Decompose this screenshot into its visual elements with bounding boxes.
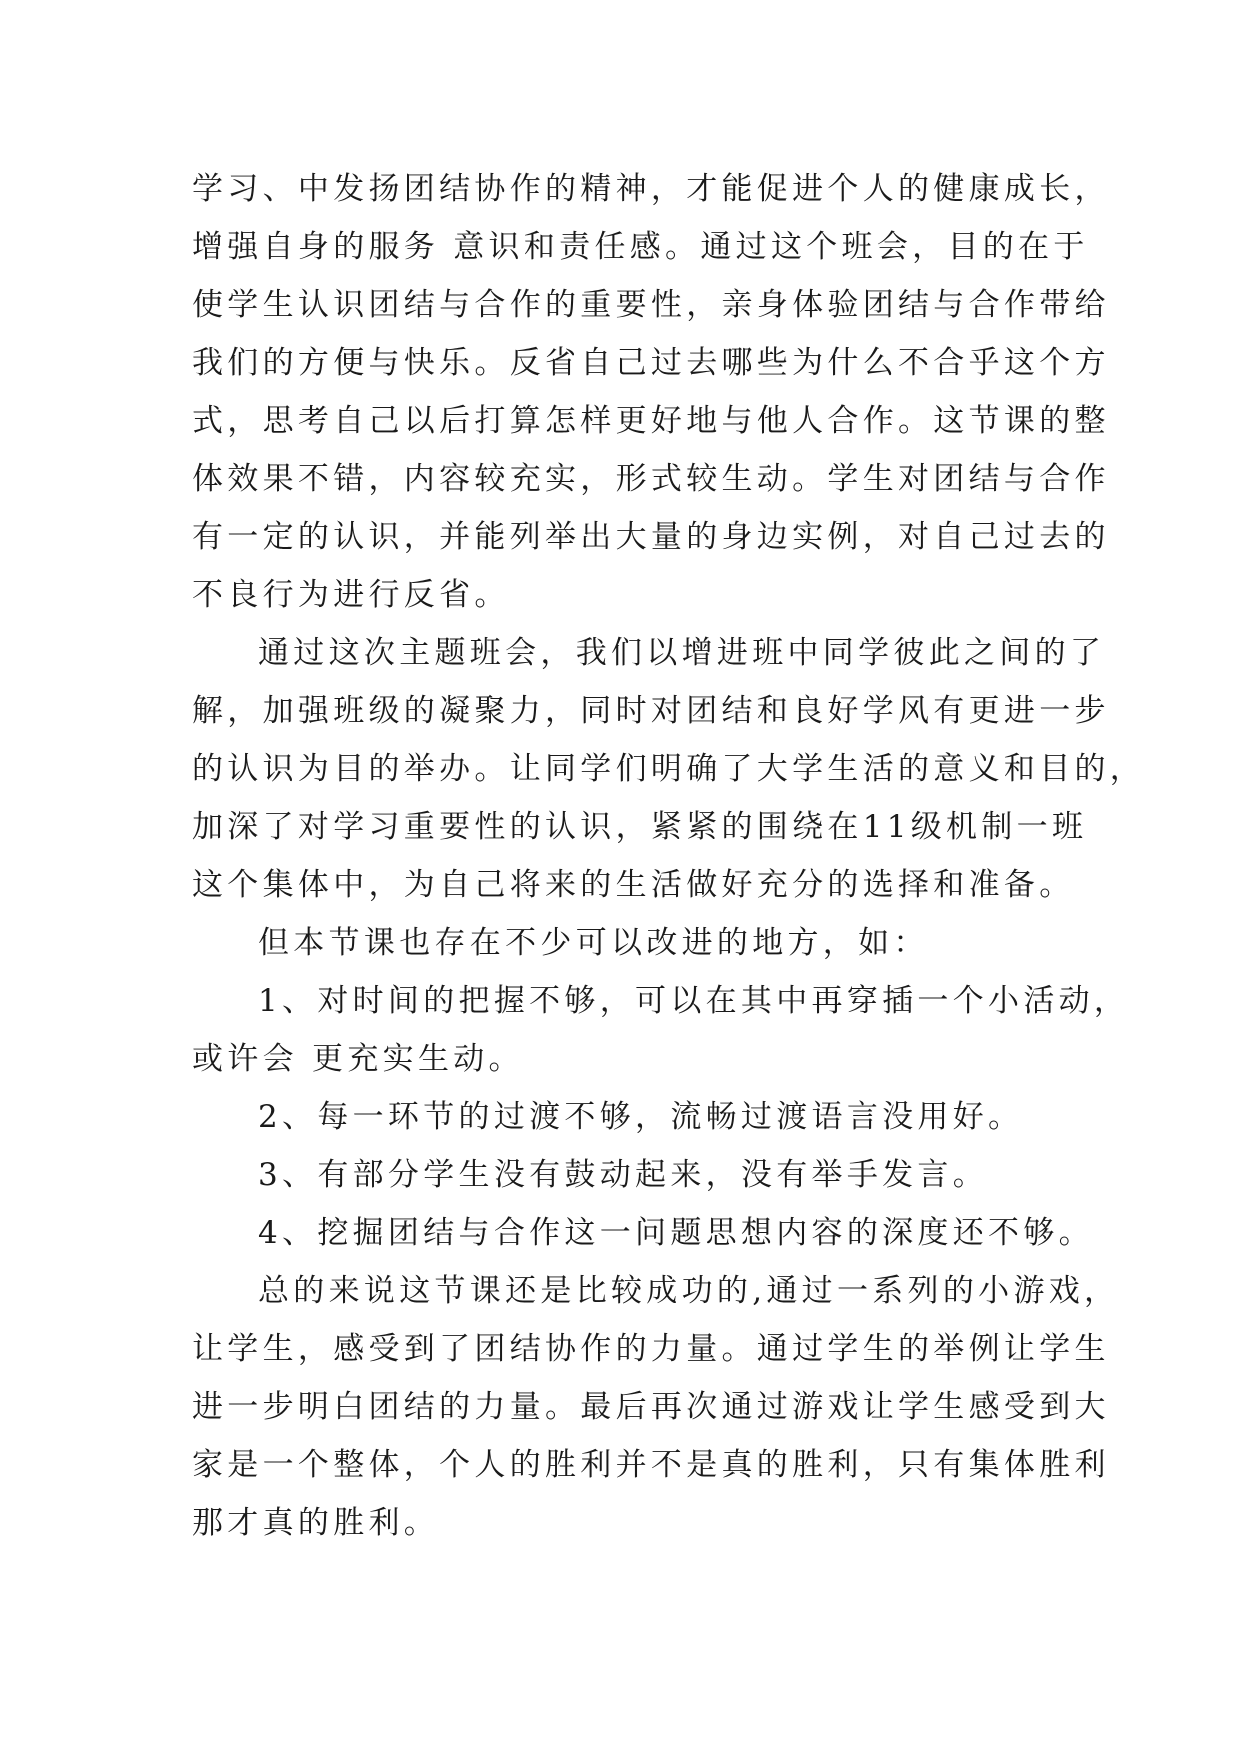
paragraph-line: 或许会 更充实生动。 bbox=[192, 1041, 524, 1077]
paragraph-line: 1、对时间的把握不够，可以在其中再穿插一个小活动， bbox=[258, 983, 1130, 1019]
paragraph-conclusion bbox=[192, 1262, 1120, 1552]
list-item-4 bbox=[192, 1204, 1094, 1262]
paragraph-line: 式，思考自己以后打算怎样更好地与他人合作。这节课的整 bbox=[192, 403, 1110, 439]
paragraph-line: 让学生，感受到了团结协作的力量。通过学生的举例让学生 bbox=[192, 1331, 1110, 1367]
paragraph-line: 总的来说这节课还是比较成功的,通过一系列的小游戏， bbox=[258, 1273, 1120, 1309]
list-item-2 bbox=[192, 1088, 1072, 1146]
paragraph-line: 那才真的胜利。 bbox=[192, 1505, 440, 1541]
paragraph-line: 学习、中发扬团结协作的精神，才能促进个人的健康成长， bbox=[192, 171, 1110, 207]
paragraph-line: 家是一个整体，个人的胜利并不是真的胜利，只有集体胜利 bbox=[192, 1447, 1110, 1483]
paragraph-line: 的认识为目的举办。让同学们明确了大学生活的意义和目的， bbox=[192, 751, 1146, 787]
paragraph-line: 使学生认识团结与合作的重要性，亲身体验团结与合作带给 bbox=[192, 287, 1110, 323]
paragraph-line: 通过这次主题班会，我们以增进班中同学彼此之间的了 bbox=[258, 635, 1106, 671]
paragraph-line: 这个集体中，为自己将来的生活做好充分的选择和准备。 bbox=[192, 867, 1075, 903]
paragraph-line: 进一步明白团结的力量。最后再次通过游戏让学生感受到大 bbox=[192, 1389, 1110, 1425]
paragraph-line: 有一定的认识，并能列举出大量的身边实例，对自己过去的 bbox=[192, 519, 1110, 555]
list-item-1 bbox=[192, 972, 1130, 1088]
paragraph-line: 4、挖掘团结与合作这一问题思想内容的深度还不够。 bbox=[258, 1215, 1094, 1251]
paragraph-line: 体效果不错，内容较充实，形式较生动。学生对团结与合作 bbox=[192, 461, 1110, 497]
paragraph-line: 不良行为进行反省。 bbox=[192, 577, 510, 613]
paragraph-line: 3、有部分学生没有鼓动起来，没有举手发言。 bbox=[258, 1157, 989, 1193]
paragraph-line: 2、每一环节的过渡不够，流畅过渡语言没用好。 bbox=[258, 1099, 1024, 1135]
paragraph-3 bbox=[192, 914, 1072, 972]
document-page bbox=[192, 160, 1146, 1552]
paragraph-line: 我们的方便与快乐。反省自己过去哪些为什么不合乎这个方 bbox=[192, 345, 1110, 381]
paragraph-line: 加深了对学习重要性的认识，紧紧的围绕在11级机制一班 bbox=[192, 809, 1088, 845]
paragraph-line: 解，加强班级的凝聚力，同时对团结和良好学风有更进一步 bbox=[192, 693, 1110, 729]
paragraph-line: 增强自身的服务 意识和责任感。通过这个班会，目的在于 bbox=[192, 229, 1089, 265]
paragraph-2 bbox=[192, 624, 1146, 914]
paragraph-line: 但本节课也存在不少可以改进的地方，如： bbox=[258, 925, 929, 961]
list-item-3 bbox=[192, 1146, 1072, 1204]
paragraph-1 bbox=[192, 160, 1110, 624]
